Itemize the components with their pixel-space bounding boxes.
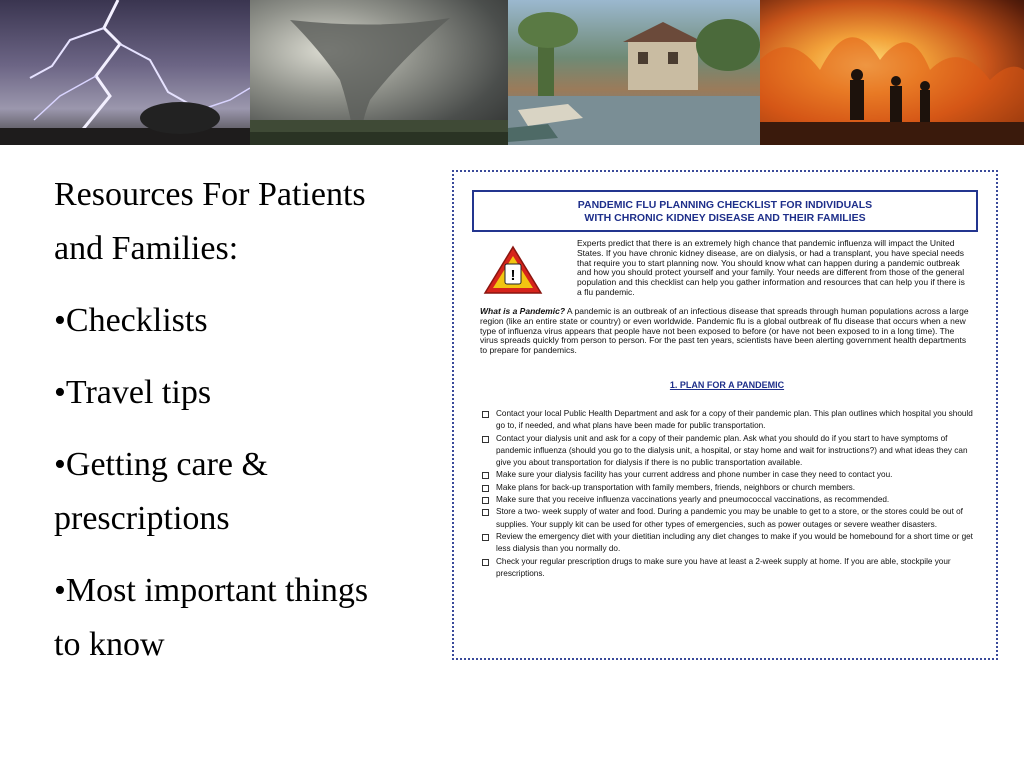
checkbox-icon (482, 485, 489, 492)
checklist (482, 408, 974, 580)
bullet-travel-tips: •Travel tips (54, 374, 212, 411)
pandemic-checklist-document (452, 170, 998, 660)
checkbox-icon (482, 436, 489, 443)
checklist-item-text: Make sure that you receive influenza vaccinations yearly and pneumococcal vaccinations, as recommended. (496, 495, 890, 505)
what-is-pandemic-label: What is a Pandemic? (480, 306, 566, 316)
checklist-item (482, 506, 974, 531)
wildfire-photo (760, 0, 1024, 145)
checklist-item (482, 531, 974, 556)
checklist-item (482, 494, 974, 506)
checklist-item-text: Make sure your dialysis facility has your current address and phone number in case they need to contact you. (496, 470, 893, 480)
warning-symbol: ! (510, 267, 516, 284)
what-is-pandemic-text: A pandemic is an outbreak of an infectious disease that spreads through human populations across a large region (like an entire state or country) or even worldwide. Pandemic flu is a global outbreak of flu disease that occurs when a new type of influenza virus appears that people have not been exposed to before (or have not been exposed to in a long time). The virus spreads quickly from person to person. For the past ten years, scientists have been alerting government health departments to prepare for pandemics. (480, 306, 969, 356)
checkbox-icon (482, 497, 489, 504)
document-title-line-2: WITH CHRONIC KIDNEY DISEASE AND THEIR FAMILIES (584, 212, 866, 224)
intro-paragraph: Experts predict that there is an extremely high chance that pandemic influenza will impact the United States. If you have chronic kidney disease, are on dialysis, or had a transplant, you have special needs that require you to start planning now. You should know what can happen during a pandemic outbreak and how you should protect yourself and your family. Your needs are different from those of the general population and this checklist can help you gather information and resources that can help you if there is a flu pandemic. (577, 238, 965, 297)
checkbox-icon (482, 509, 489, 516)
checkbox-icon (482, 411, 489, 418)
checklist-item-text: Make plans for back-up transportation with family members, friends, neighbors or church members. (496, 482, 856, 492)
bullet-most-important: •Most important things to know (54, 572, 369, 663)
disaster-photo-banner (0, 0, 1024, 145)
checklist-item (482, 556, 974, 581)
what-is-pandemic-paragraph (480, 307, 974, 356)
flood-photo (508, 0, 760, 145)
checklist-item (482, 469, 974, 481)
warning-icon (482, 244, 544, 301)
checklist-item (482, 482, 974, 494)
resources-text (54, 168, 384, 672)
checklist-item (482, 408, 974, 433)
checklist-item-text: Review the emergency diet with your dietitian including any diet changes to make if you would be homebound for a short time or get less dialysis than you normally do. (496, 531, 973, 554)
checklist-item-text: Store a two- week supply of water and food. During a pandemic you may be unable to get to a store, or the stores could be out of supplies. Your supply kit can be used for other types of emergencies, such as power outages or severe weather disasters. (496, 507, 963, 529)
resources-heading: Resources For Patients and Families: (54, 176, 366, 267)
tornado-photo (250, 0, 508, 145)
checklist-item (482, 433, 974, 470)
document-title-line-1: PANDEMIC FLU PLANNING CHECKLIST FOR INDIVIDUALS (577, 199, 873, 211)
checklist-item-text: Check your regular prescription drugs to make sure you have at least a 2-week supply at home. If you are able, stockpile your prescriptions. (496, 556, 951, 578)
plan-for-pandemic-heading: 1. PLAN FOR A PANDEMIC (669, 380, 785, 390)
bullet-checklists: •Checklists (54, 302, 208, 339)
lightning-photo (0, 0, 250, 145)
document-title (472, 190, 978, 232)
checklist-item-text: Contact your dialysis unit and ask for a copy of their pandemic plan. Ask what you should do if you start to have symptoms of pandemic influenza (should you go to the dialysis unit, a hospital, or stay home and wait for instructions?) and what ideas they can give you about transportation for dialysis if there is no public transportation available. (496, 433, 968, 468)
checklist-item-text: Contact your local Public Health Department and ask for a copy of their pandemic plan. This plan outlines which hospital you should go to, if needed, and what plans have been made for public transportation. (496, 409, 973, 431)
checkbox-icon (482, 534, 489, 541)
checkbox-icon (482, 472, 489, 479)
bullet-getting-care: •Getting care & prescriptions (54, 446, 268, 537)
checkbox-icon (482, 559, 489, 566)
